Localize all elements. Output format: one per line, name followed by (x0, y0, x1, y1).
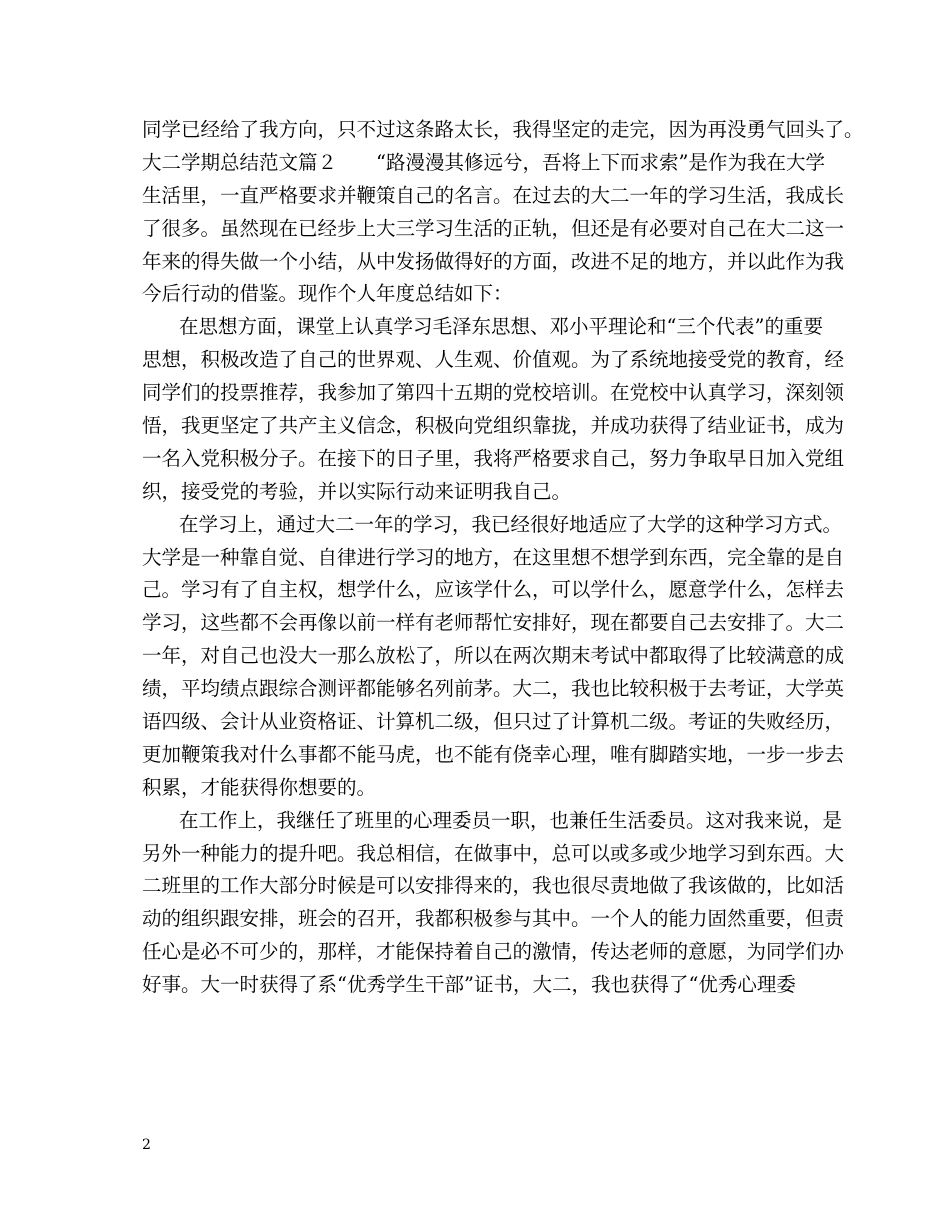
page-number: 2 (142, 1137, 151, 1153)
text-line: 同学已经给了我方向，只不过这条路太长，我得坚定的走完，因为再没勇气回头了。 (142, 118, 864, 141)
text-line: 己。学习有了自主权，想学什么，应该学什么，可以学什么，愿意学什么，怎样去 (142, 578, 845, 602)
text-line: 绩，平均绩点跟综合测评都能够名列前茅。大二，我也比较积极于去考证，大学英 (142, 677, 845, 701)
text-line: 一年，对自己也没大一那么放松了，所以在两次期末考试中都取得了比较满意的成 (142, 644, 845, 668)
text-line: 悟，我更坚定了共产主义信念，积极向党组织靠拢，并成功获得了结业证书，成为 (142, 414, 845, 438)
text-line: 生活里，一直严格要求并鞭策自己的名言。在过去的大二一年的学习生活，我成长 (142, 183, 845, 207)
text-line: 在工作上，我继任了班里的心理委员一职，也兼任生活委员。这对我来说，是 (179, 808, 843, 832)
text-line: 今后行动的借鉴。现作个人年度总结如下： (142, 282, 513, 306)
text-line: 织，接受党的考验，并以实际行动来证明我自己。 (142, 479, 572, 503)
text-line: 年来的得失做一个小结，从中发扬做得好的方面，改进不足的地方，并以此作为我 (142, 249, 845, 273)
text-line: 大学是一种靠自觉、自律进行学习的地方，在这里想不想学到东西，完全靠的是自 (142, 545, 845, 569)
text-line: 了很多。虽然现在已经步上大三学习生活的正轨，但还是有必要对自己在大二这一 (142, 216, 845, 240)
text-line: 另外一种能力的提升吧。我总相信，在做事中，总可以或多或少地学习到东西。大 (142, 841, 845, 865)
text-line: 同学们的投票推荐，我参加了第四十五期的党校培训。在党校中认真学习，深刻领 (142, 381, 845, 405)
text-line: 更加鞭策我对什么事都不能马虎，也不能有侥幸心理，唯有脚踏实地，一步一步去 (142, 742, 845, 766)
text-line: 大二学期总结范文篇２ “路漫漫其修远兮，吾将上下而求索”是作为我在大学 (142, 150, 825, 174)
text-line: 语四级、会计从业资格证、计算机二级，但只过了计算机二级。考证的失败经历， (142, 710, 845, 734)
text-line: 一名入党积极分子。在接下的日子里，我将严格要求自己，努力争取早日加入党组 (142, 446, 845, 470)
text-line: 动的组织跟安排，班会的召开，我都积极参与其中。一个人的能力固然重要，但责 (142, 907, 845, 931)
text-line: 任心是必不可少的，那样，才能保持着自己的激情，传达老师的意愿，为同学们办 (142, 940, 845, 964)
text-line: 好事。大一时获得了系“优秀学生干部”证书，大二，我也获得了“优秀心理委 (142, 973, 796, 997)
text-line: 在思想方面，课堂上认真学习毛泽东思想、邓小平理论和“三个代表”的重要 (179, 315, 823, 339)
text-line: 学习，这些都不会再像以前一样有老师帮忙安排好，现在都要自己去安排了。大二 (142, 611, 845, 635)
text-line: 思想，积极改造了自己的世界观、人生观、价值观。为了系统地接受党的教育，经 (142, 348, 845, 372)
document-body (142, 114, 864, 1002)
text-line: 在学习上，通过大二一年的学习，我已经很好地适应了大学的这种学习方式。 (179, 512, 843, 536)
text-line: 积累，才能获得你想要的。 (142, 775, 377, 799)
text-line: 二班里的工作大部分时候是可以安排得来的，我也很尽责地做了我该做的，比如活 (142, 874, 845, 898)
